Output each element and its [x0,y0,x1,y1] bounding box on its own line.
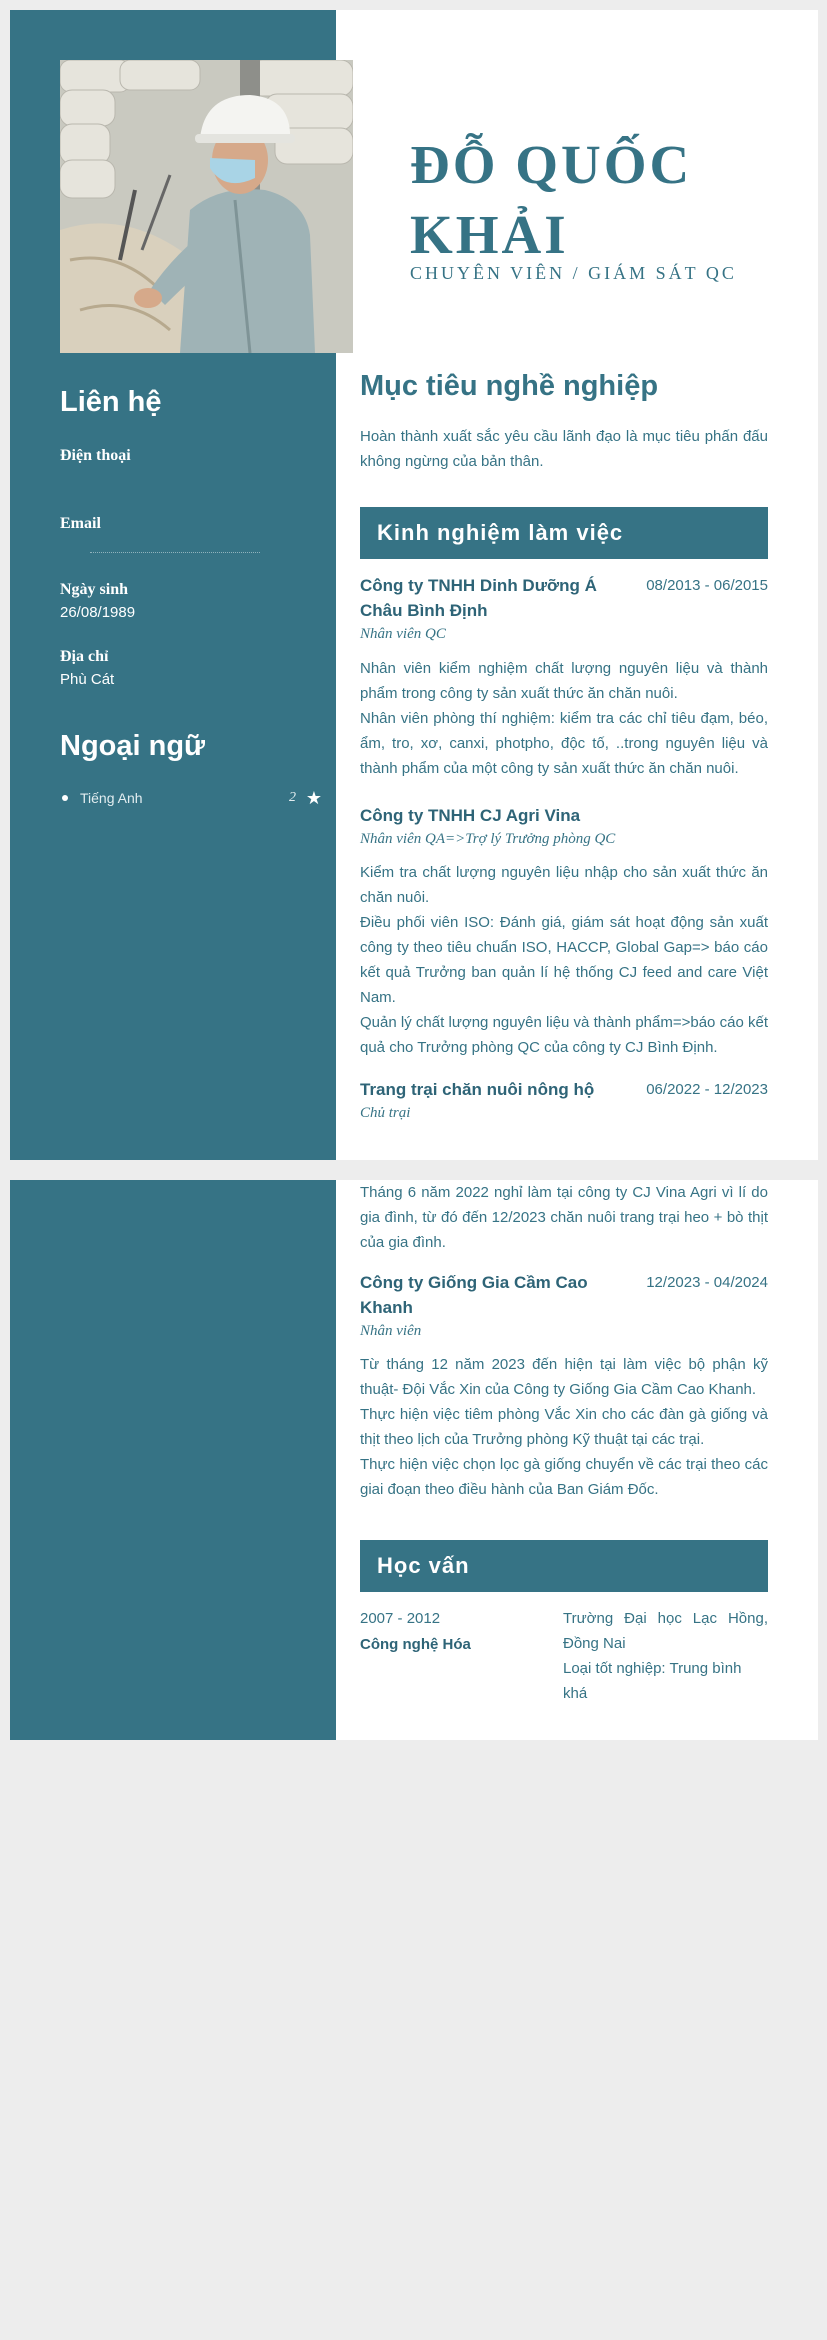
address-label: Địa chỉ [60,648,109,665]
job-role: Nhân viên [360,1323,422,1339]
candidate-title: CHUYÊN VIÊN / GIÁM SÁT QC [410,263,737,283]
job-company: Trang trại chăn nuôi nông hộ [360,1080,595,1099]
languages-heading: Ngoại ngữ [60,730,206,762]
candidate-name: ĐỖ QUỐC KHẢI [410,134,693,265]
job-entry [360,573,768,793]
contact-heading: Liên hệ [60,386,162,418]
job-role: Nhân viên QC [360,626,446,642]
job-company: Công ty Giống Gia Cầm Cao Khanh [360,1273,588,1317]
birth-label: Ngày sinh [60,581,129,598]
job-role: Chủ trại [360,1105,411,1121]
job-entry [360,1077,768,1137]
birth-value: 26/08/1989 [60,604,136,621]
language-level: 2 [289,790,296,805]
star-icon: ★ [305,788,322,808]
language-name: Tiếng Anh [80,790,143,806]
job-dates: 06/2022 - 12/2023 [646,1081,768,1098]
job-entry [360,803,768,1056]
address-value: Phù Cát [60,671,115,688]
profile-photo [60,60,353,353]
education-school: Trường Đại học Lạc Hồng, Đồng Nai [563,1610,768,1652]
job-role: Nhân viên QA=>Trợ lý Trưởng phòng QC [360,831,616,847]
job-entry [360,1270,768,1510]
job-description: Nhân viên kiểm nghiệm chất lượng nguyên liệu và thành phẩm trong công ty sản xuất thức ăn chăn nuôi. Nhân viên phòng thí nghiệm: kiểm tra các chỉ tiêu đạm, béo, ẩm, tro, xơ, canxi, photpho, độc tố, ..trong nguyên liệu và thành phẩm của một công ty sản xuất thức ăn chăn nuôi. [360,660,768,777]
job-description: Kiểm tra chất lượng nguyên liệu nhập cho sản xuất thức ăn chăn nuôi. Điều phối viên ISO: Đánh giá, giám sát hoạt động sản xuất công ty theo tiêu chuẩn ISO, HACCP, Global Gap=> báo cáo kết quả Trưởng ban quản lí hệ thống CJ feed and care Việt Nam. Quản lý chất lượng nguyên liệu và thành phẩm=>báo cáo kết quả cho Trưởng phòng QC của công ty CJ Bình Định. [360,864,768,1056]
phone-label: Điện thoại [60,447,131,464]
objective-heading: Mục tiêu nghề nghiệp [360,370,659,402]
education-grade: Loại tốt nghiệp: Trung bình khá [563,1660,742,1702]
resume-page-1 [10,10,818,1160]
job-dates: 12/2023 - 04/2024 [646,1274,768,1291]
bullet-icon [62,795,68,801]
language-item [60,788,322,810]
education-field: Công nghệ Hóa [360,1636,471,1653]
job-dates: 08/2013 - 06/2015 [646,577,768,594]
education-heading: Học vấn [360,1540,768,1592]
job-company: Công ty TNHH CJ Agri Vina [360,806,581,825]
job-company: Công ty TNHH Dinh Dưỡng Á Châu Bình Định [360,576,597,620]
job-description: Từ tháng 12 năm 2023 đến hiện tại làm việc bộ phận kỹ thuật- Đội Vắc Xin của Công ty Giống Gia Cầm Cao Khanh. Thực hiện việc tiêm phòng Vắc Xin cho các đàn gà giống và thịt theo lịch của Trưởng phòng Kỹ thuật tại các trại. Thực hiện việc chọn lọc gà giống chuyển về các trại theo các giai đoạn theo điều hành của Ban Giám Đốc. [360,1356,768,1498]
sidebar [10,1180,336,1740]
worker-photo-illustration [60,60,353,353]
education-years: 2007 - 2012 [360,1610,441,1627]
experience-heading: Kinh nghiệm làm việc [360,507,768,559]
job-description: Tháng 6 năm 2022 nghỉ làm tại công ty CJ Vina Agri vì lí do gia đình, từ đó đến 12/2023 chăn nuôi trang trại heo + bò thịt của gia đình. [360,1184,768,1251]
email-label: Email [60,515,101,532]
email-divider [90,552,260,553]
objective-text: Hoàn thành xuất sắc yêu cầu lãnh đạo là mục tiêu phấn đấu không ngừng của bản thân. [360,428,768,470]
